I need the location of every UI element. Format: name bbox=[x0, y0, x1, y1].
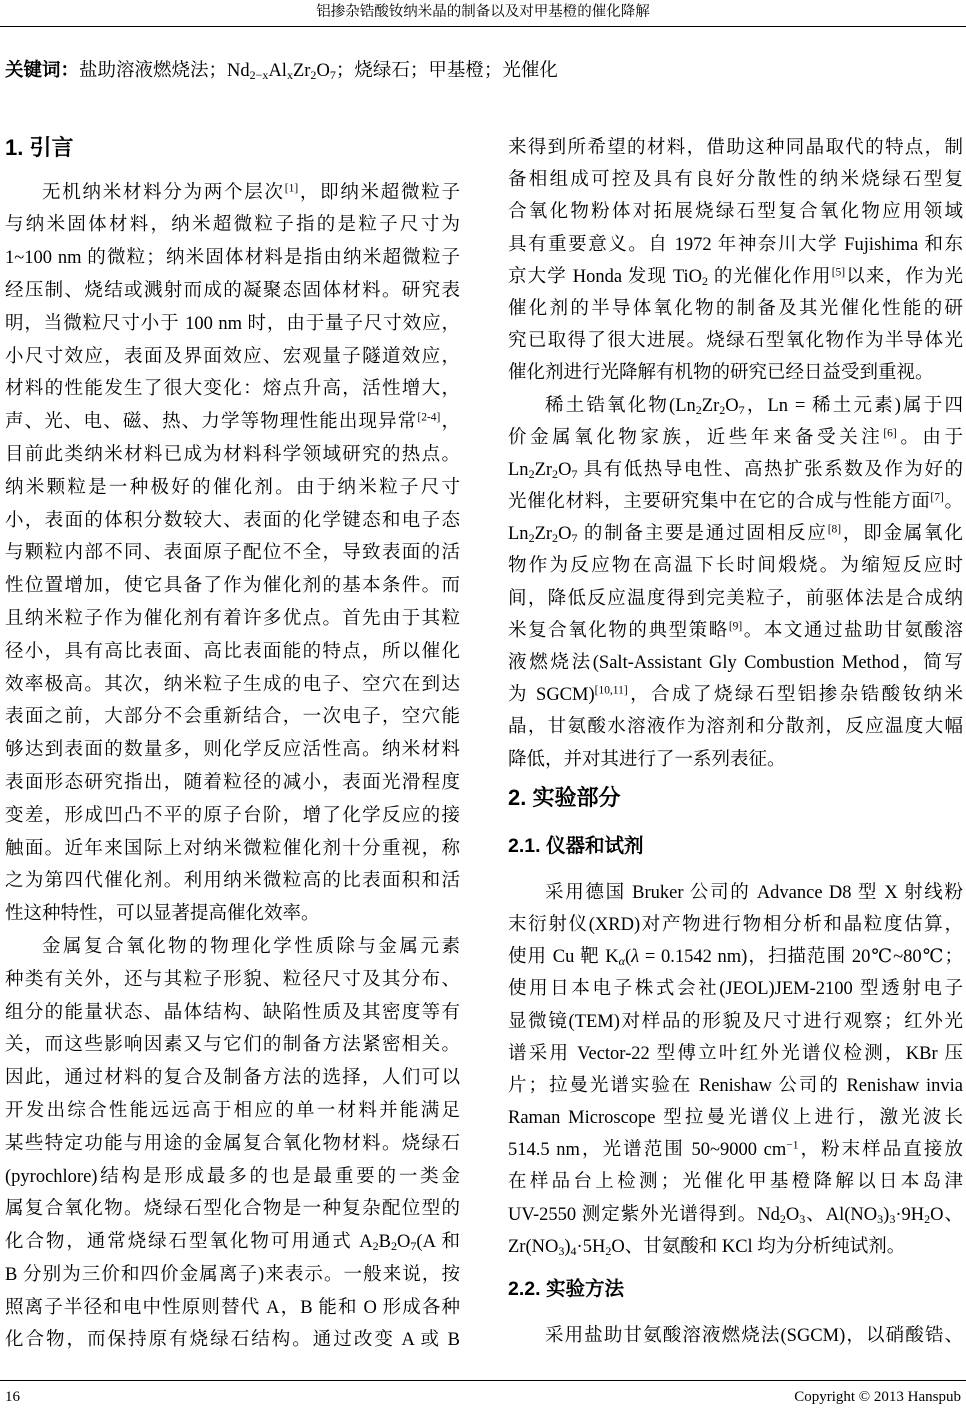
text-line: 末衍射仪(XRD)对产物进行物相分析和晶粒度估算， bbox=[508, 914, 963, 935]
text-line: 514.5 nm，光谱范围 50~9000 $cm^{-1}$，粉末样品直接放 bbox=[508, 1139, 963, 1161]
subscript: 2 bbox=[702, 273, 709, 288]
superscript: [7] bbox=[930, 491, 944, 504]
subscript: 3 bbox=[877, 1211, 884, 1226]
text-line: 与颗粒内部不同、表面原子配位不全，导致表面的活 bbox=[5, 543, 460, 564]
text-line: 触面。近年来国际上对纳米微粒催化剂十分重视，称 bbox=[5, 838, 460, 859]
text-line: B 分别为三价和四价金属离子)来表示。一般来说，按 bbox=[5, 1264, 460, 1285]
text-line: 且纳米粒子作为催化剂有着许多优点。首先由于其粒 bbox=[5, 608, 460, 629]
paragraph bbox=[508, 877, 963, 1263]
text-line: 京大学 Honda 发现 TiO2 的光催化作用[5]以来，作为光 bbox=[508, 266, 963, 288]
subscript: 2 bbox=[391, 1239, 398, 1254]
text-line: UV-2550 测定紫外光谱得到。Nd2O3、Al(NO3)3·9H2O、 bbox=[508, 1204, 963, 1226]
superscript: [1] bbox=[284, 182, 299, 195]
subscript: x bbox=[286, 68, 293, 82]
text-line: 间，降低反应温度得到完美粒子，前驱体法是合成纳 bbox=[508, 588, 963, 609]
page-number: 16 bbox=[5, 1389, 20, 1405]
text-line: 催化剂进行光降解有机物的研究已经日益受到重视。 bbox=[508, 363, 934, 384]
subscript: 2 bbox=[552, 466, 559, 481]
text-line: 表面形态研究指出，随着粒径的减小，表面光滑程度 bbox=[5, 772, 460, 793]
subscript: 3 bbox=[889, 1211, 896, 1226]
running-title: 铝掺杂锆酸钕纳米晶的制备以及对甲基橙的催化降解 bbox=[316, 4, 650, 20]
left-column bbox=[5, 128, 460, 1357]
text-line: 声、光、电、磁、热、力学等物理性能出现异常[2-4]， bbox=[5, 411, 460, 433]
text-line: 照离子半径和电中性原则替代 A，B 能和 O 形成各种 bbox=[5, 1297, 460, 1318]
text-line: 性这种特性，可以显著提高催化效率。 bbox=[5, 904, 320, 925]
subscript: 3 bbox=[799, 1211, 806, 1226]
text-line: 材料的性能发生了很大变化：熔点升高，活性增大， bbox=[5, 379, 460, 400]
subscript: 2 bbox=[779, 1211, 786, 1226]
text-line: 种类有关外，还与其粒子形貌、粒径尺寸及其分布、 bbox=[5, 969, 460, 990]
keywords-line bbox=[5, 57, 960, 84]
paragraph bbox=[508, 390, 963, 776]
text-line: 经压制、烧结或溅射而成的凝聚态固体材料。研究表 bbox=[5, 280, 460, 301]
subsection-heading: 2.1. 仪器和试剂 bbox=[508, 834, 644, 857]
text-line: 与纳米固体材料，纳米超微粒子指的是粒子尺寸为 bbox=[5, 215, 460, 236]
superscript: [9] bbox=[728, 620, 743, 633]
subscript: 2 bbox=[695, 402, 702, 417]
text-line: 价金属氧化物家族，近些年来备受关注[6]。由于 bbox=[508, 427, 963, 448]
text-line: 液燃烧法(Salt-Assistant Gly Combustion Method，简写 bbox=[508, 653, 963, 673]
text-line: 使用 Cu 靶 Kα(λ = 0.1542 nm)，扫描范围 20℃~80℃； bbox=[508, 947, 963, 969]
section-heading: 1. 引言 bbox=[5, 135, 74, 160]
paragraph bbox=[5, 177, 460, 931]
subscript: 2 bbox=[924, 1211, 931, 1226]
superscript: [10,11] bbox=[594, 684, 628, 697]
subscript: 7 bbox=[738, 402, 745, 417]
text-line: 变差，形成凹凸不平的原子台阶，增了化学反应的接 bbox=[5, 805, 460, 826]
subscript: 7 bbox=[571, 531, 578, 546]
section-heading: 2. 实验部分 bbox=[508, 784, 621, 810]
italic-symbol: λ bbox=[631, 947, 640, 968]
text-line: Zr(NO3)4·5H2O、甘氨酸和 KCl 均为分析纯试剂。 bbox=[508, 1236, 906, 1258]
subscript: 7 bbox=[329, 68, 336, 82]
superscript: −1 bbox=[786, 1139, 799, 1152]
keywords-label: 关键词： bbox=[5, 59, 80, 80]
text-line: 化合物，通常烧绿石型氧化物可用通式 A2B2O7(A 和 bbox=[5, 1232, 460, 1254]
text-line: 小尺寸效应，表面及界面效应、宏观量子隧道效应， bbox=[5, 346, 460, 367]
text-line: (pyrochlore)结构是形成最多的也是最重要的一类金 bbox=[5, 1166, 460, 1187]
text-line: 明，当微粒尺寸小于 100 nm 时，由于量子尺寸效应， bbox=[5, 313, 460, 334]
text-line: 光催化材料，主要研究集中在它的合成与性能方面[7]。 bbox=[508, 491, 963, 513]
subscript: 2 bbox=[719, 402, 726, 417]
text-line: 晶，甘氨酸水溶液作为溶剂和分散剂，反应温度大幅 bbox=[508, 717, 963, 738]
paragraph bbox=[508, 132, 963, 390]
text-line: 金属复合氧化物的物理化学性质除与金属元素 bbox=[42, 936, 460, 957]
copyright-notice: Copyright © 2013 Hanspub bbox=[794, 1389, 961, 1405]
text-line: 使用日本电子株式会社(JEOL)JEM-2100 型透射电子 bbox=[508, 979, 963, 1000]
text-line: Ln2Zr2O7 具有低热导电性、高热扩张系数及作为好的 bbox=[508, 459, 963, 481]
text-line: 为 SGCM)[10,11]，合成了烧绿石型铝掺杂锆酸钕纳米 bbox=[508, 684, 963, 706]
text-line: 物作为反应物在高温下长时间煅烧。为缩短反应时 bbox=[508, 556, 963, 577]
subscript: 7 bbox=[571, 466, 578, 481]
text-line: 谱采用 Vector-22 型傅立叶红外光谱仪检测，KBr 压 bbox=[508, 1043, 963, 1064]
text-line: 究已取得了很大进展。烧绿石型氧化物作为半导体光 bbox=[508, 331, 963, 352]
text-line: 够达到表面的数量多，则化学反应活性高。纳米材料 bbox=[5, 740, 460, 761]
text-line: 关，而这些影响因素又与它们的制备方法紧密相关。 bbox=[5, 1035, 460, 1056]
paragraph bbox=[508, 1320, 963, 1352]
text-line: 因此，通过材料的复合及制备方法的选择，人们可以 bbox=[5, 1068, 460, 1089]
text-line: 片；拉曼光谱实验在 Renishaw 公司的 Renishaw invia bbox=[508, 1075, 963, 1096]
subscript: 3 bbox=[558, 1243, 565, 1258]
text-line: 在样品台上检测；光催化甲基橙降解以日本岛津 bbox=[508, 1172, 963, 1193]
text-line: 采用德国 Bruker 公司的 Advance D8 型 X 射线粉 bbox=[545, 882, 963, 903]
subscript: 2 bbox=[528, 531, 535, 546]
text-line: 1~100 nm 的微粒；纳米固体材料是指由纳米超微粒子 bbox=[5, 248, 460, 269]
subscript: 4 bbox=[570, 1243, 577, 1258]
right-column bbox=[508, 132, 963, 1352]
subscript: 2 bbox=[528, 466, 535, 481]
text-line: 显微镜(TEM)对样品的形貌及尺寸进行观察；红外光 bbox=[508, 1011, 963, 1032]
header-rule bbox=[0, 26, 966, 27]
text-line: 径小，具有高比表面、高比表面能的特点，所以催化 bbox=[5, 641, 460, 662]
text-line: 表面之前，大部分不会重新结合，一次电子，空穴能 bbox=[5, 707, 460, 728]
text-line: 组分的能量状态、晶体结构、缺陷性质及其密度等有 bbox=[5, 1002, 460, 1023]
paragraph bbox=[5, 931, 460, 1357]
superscript: [6] bbox=[883, 427, 897, 440]
text-line: 备相组成可控及具有良好分散性的纳米烧绿石型复 bbox=[508, 170, 963, 191]
text-line: 合氧化物粉体对拓展烧绿石型复合氧化物应用领域 bbox=[508, 202, 963, 223]
text-line: 具有重要意义。自 1972 年神奈川大学 Fujishima 和东 bbox=[508, 234, 963, 255]
text-line: 之为第四代催化剂。利用纳米微粒高的比表面积和活 bbox=[5, 871, 460, 892]
text-line: 采用盐助甘氨酸溶液燃烧法(SGCM)，以硝酸锆、 bbox=[545, 1326, 963, 1346]
text-line: 开发出综合性能远远高于相应的单一材料并能满足 bbox=[5, 1100, 460, 1121]
subsection-heading: 2.2. 实验方法 bbox=[508, 1278, 624, 1300]
subscript: 2 bbox=[605, 1243, 612, 1258]
text-line: 性位置增加，使它具备了作为催化剂的基本条件。而 bbox=[5, 576, 460, 597]
footer-rule bbox=[0, 1380, 966, 1381]
keywords-list: 盐助溶液燃烧法；Nd2−xAlxZr2O7；烧绿石；甲基橙；光催化 bbox=[79, 61, 558, 82]
subscript: 2 bbox=[552, 531, 559, 546]
subscript: 2 bbox=[310, 68, 317, 82]
text-line: 化合物，而保持原有烧绿石结构。通过改变 A 或 B bbox=[5, 1330, 460, 1351]
text-line: 稀土锆氧化物(Ln2Zr2O7，Ln = 稀土元素)属于四 bbox=[545, 395, 963, 417]
text-line: 某些特定功能与用途的金属复合氧化物材料。烧绿石 bbox=[5, 1133, 460, 1154]
text-line: Raman Microscope 型拉曼光谱仪上进行，激光波长 bbox=[508, 1108, 963, 1129]
text-line: 纳米颗粒是一种极好的催化剂。由于纳米粒子尺寸 bbox=[5, 477, 460, 498]
subscript: 2 bbox=[372, 1239, 379, 1254]
text-line: 降低，并对其进行了一系列表征。 bbox=[508, 749, 786, 770]
superscript: [5] bbox=[831, 266, 846, 279]
text-line: 无机纳米材料分为两个层次[1]，即纳米超微粒子 bbox=[42, 182, 460, 203]
text-line: 属复合氧化物。烧绿石型化合物是一种复杂配位型的 bbox=[5, 1199, 460, 1220]
subscript: 7 bbox=[410, 1239, 417, 1254]
text-line: 米复合氧化物的典型策略[9]。本文通过盐助甘氨酸溶 bbox=[508, 620, 963, 641]
text-line: 目前此类纳米材料已成为材料科学领域研究的热点。 bbox=[5, 444, 460, 465]
text-line: 来得到所希望的材料，借助这种同晶取代的特点，制 bbox=[508, 138, 963, 158]
superscript: [2-4] bbox=[417, 411, 441, 424]
subscript: 2−x bbox=[249, 68, 269, 82]
italic-subscript: α bbox=[618, 954, 625, 969]
superscript: [8] bbox=[827, 523, 842, 536]
text-line: Ln2Zr2O7 的制备主要是通过固相反应[8]，即金属氧化 bbox=[508, 523, 963, 546]
text-line: 催化剂的半导体氧化物的制备及其光催化性能的研 bbox=[508, 298, 963, 319]
text-line: 小，表面的体积分数较大、表面的化学键态和电子态 bbox=[5, 510, 460, 531]
text-line: 效率极高。其次，纳米粒子生成的电子、空穴在到达 bbox=[5, 674, 460, 695]
